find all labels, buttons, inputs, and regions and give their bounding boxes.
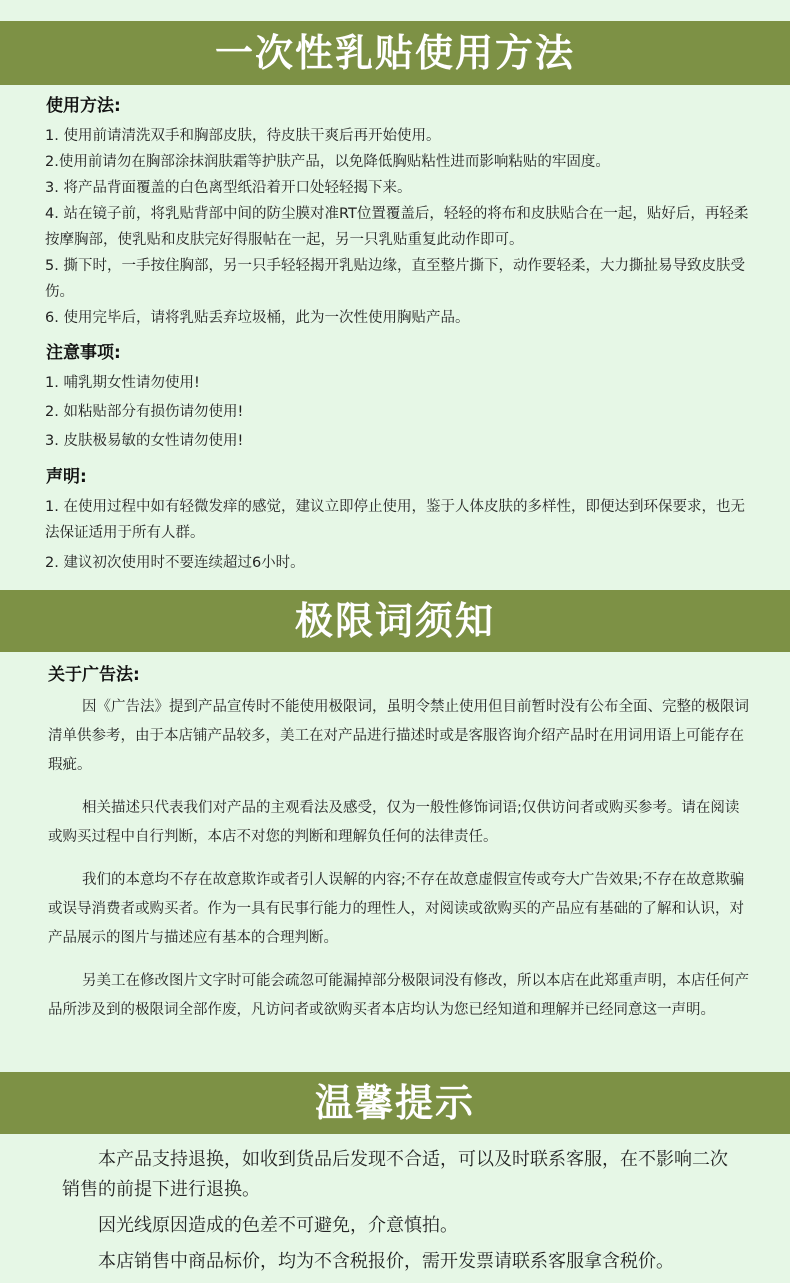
tip-item: 因光线原因造成的色差不可避免，介意慎拍。 xyxy=(98,1215,458,1236)
statement-section xyxy=(0,465,790,576)
tip-item: 本产品支持退换，如收到货品后发现不合适，可以及时联系客服，在不影响二次销售的前提下进行退换。 xyxy=(62,1149,728,1200)
usage-section xyxy=(0,94,790,331)
caution-section xyxy=(0,341,790,456)
usage-item: 3. 将产品背面覆盖的白色离型纸沿着开口处轻轻揭下来。 xyxy=(45,180,412,196)
ad-law-paragraph: 另美工在修改图片文字时可能会疏忽可能漏掉部分极限词没有修改，所以本店在此郑重声明，本店任何产品所涉及到的极限词全部作废，凡访问者或欲购买者本店均认为您已经知道和理解并已经同意这一声明。 xyxy=(48,973,749,1018)
caution-item: 3. 皮肤极易敏的女性请勿使用! xyxy=(45,433,244,449)
statement-item: 1. 在使用过程中如有轻微发痒的感觉，建议立即停止使用，鉴于人体皮肤的多样性，即便达到环保要求，也无法保证适用于所有人群。 xyxy=(45,499,745,541)
statement-heading: 声明: xyxy=(46,467,87,487)
usage-item: 1. 使用前请清洗双手和胸部皮肤，待皮肤干爽后再开始使用。 xyxy=(45,128,441,144)
statement-item: 2. 建议初次使用时不要连续超过6小时。 xyxy=(45,555,305,571)
usage-heading: 使用方法: xyxy=(46,96,121,116)
ad-law-paragraph: 我们的本意均不存在故意欺诈或者引人误解的内容;不存在故意虚假宣传或夸大广告效果;不存在故意欺骗或误导消费者或购买者。作为一具有民事行能力的理性人，对阅读或欲购买的产品应有基础的了解和认识，对产品展示的图片与描述应有基本的合理判断。 xyxy=(48,872,745,946)
ad-law-heading: 关于广告法: xyxy=(48,665,140,685)
ad-law-paragraph: 因《广告法》提到产品宣传时不能使用极限词，虽明令禁止使用但目前暂时没有公布全面、完整的极限词清单供参考，由于本店铺产品较多，美工在对产品进行描述时或是客服咨询介绍产品时在用词用语上可能存在瑕疵。 xyxy=(48,699,749,773)
banner-tips-title: 温馨提示 xyxy=(0,1072,790,1134)
usage-item: 6. 使用完毕后，请将乳贴丢弃垃圾桶，此为一次性使用胸贴产品。 xyxy=(45,310,470,326)
caution-item: 2. 如粘贴部分有损伤请勿使用! xyxy=(45,404,244,420)
banner-usage-title: 一次性乳贴使用方法 xyxy=(0,21,790,85)
usage-item: 5. 撕下时，一手按住胸部，另一只手轻轻揭开乳贴边缘，直至整片撕下，动作要轻柔，大力撕扯易导致皮肤受伤。 xyxy=(45,258,745,300)
usage-item: 2.使用前请勿在胸部涂抹润肤霜等护肤产品，以免降低胸贴粘性进而影响粘贴的牢固度。 xyxy=(45,154,610,170)
tip-item: 本店销售中商品标价，均为不含税报价，需开发票请联系客服拿含税价。 xyxy=(98,1251,674,1272)
usage-item: 4. 站在镜子前，将乳贴背部中间的防尘膜对准RT位置覆盖后，轻轻的将布和皮肤贴合在一起，贴好后，再轻柔按摩胸部，使乳贴和皮肤完好得服帖在一起，另一只乳贴重复此动作即可。 xyxy=(45,206,749,248)
ad-law-paragraph: 相关描述只代表我们对产品的主观看法及感受，仅为一般性修饰词语;仅供访问者或购买参考。请在阅读或购买过程中自行判断，本店不对您的判断和理解负任何的法律责任。 xyxy=(48,800,740,845)
caution-item: 1. 哺乳期女性请勿使用! xyxy=(45,375,200,391)
caution-heading: 注意事项: xyxy=(46,343,121,363)
tips-section xyxy=(0,1145,790,1277)
banner-limit-words-title: 极限词须知 xyxy=(0,590,790,652)
ad-law-section xyxy=(0,663,790,1025)
